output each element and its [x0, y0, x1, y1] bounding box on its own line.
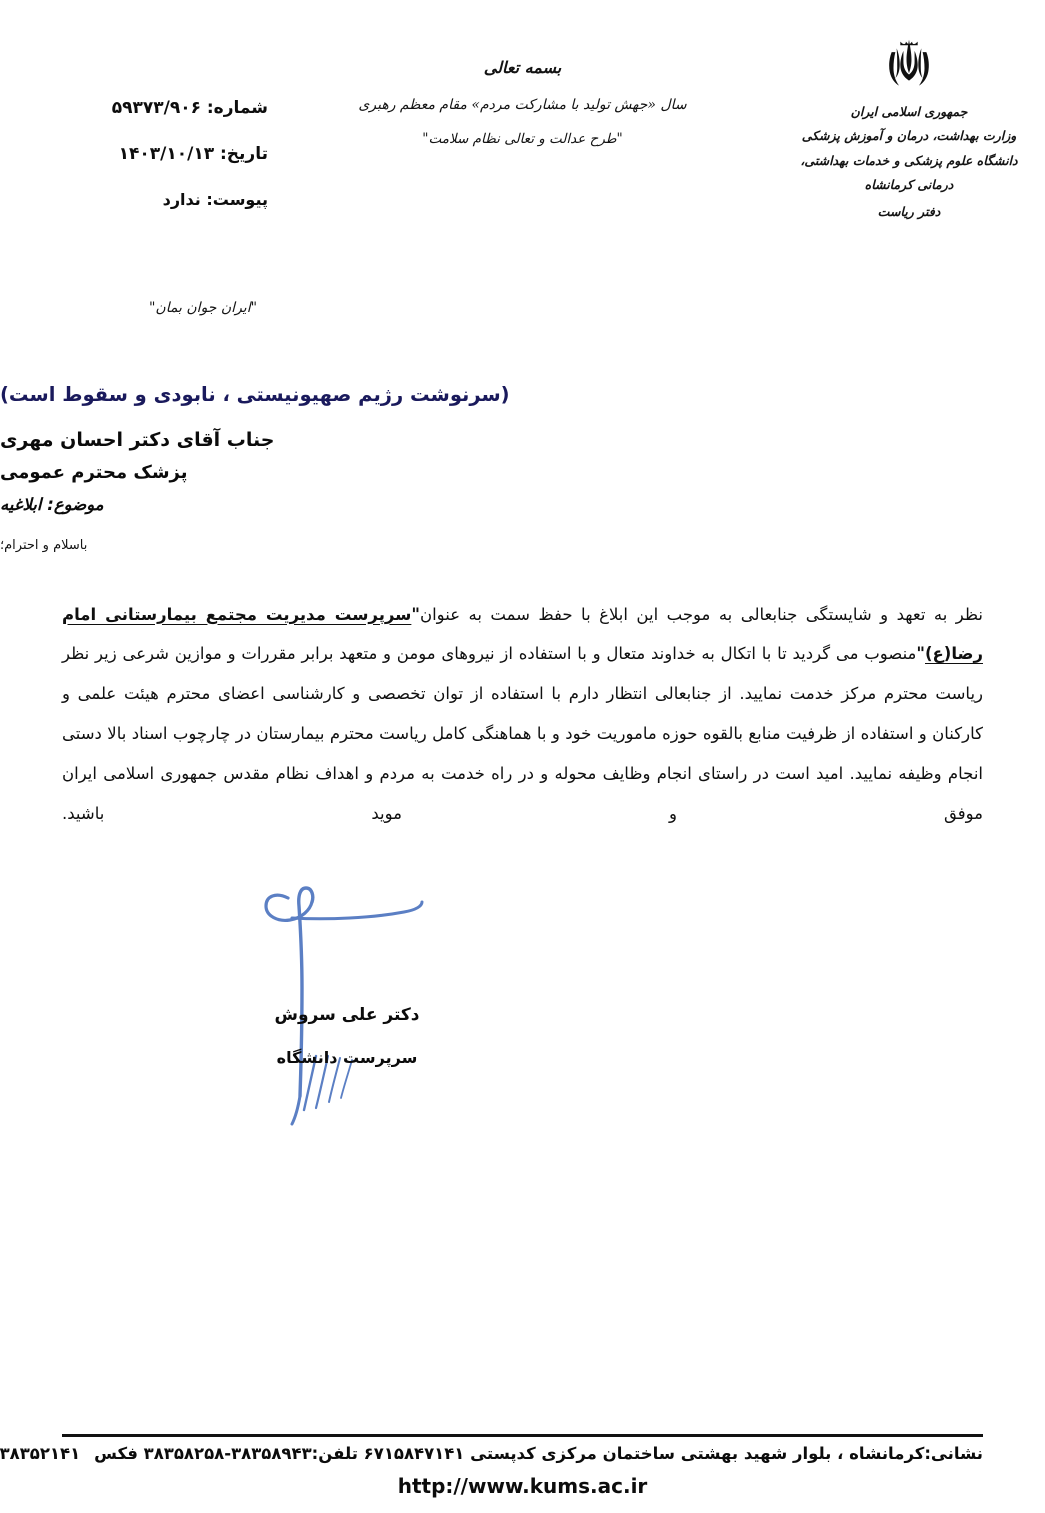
field-number — [0, 98, 268, 118]
handwritten-signature-icon — [232, 860, 472, 1130]
field-date — [0, 144, 268, 164]
footer-contact-line — [0, 1444, 983, 1463]
footer-phone-label: تلفن: — [311, 1444, 358, 1463]
field-date-value: ۱۴۰۳/۱۰/۱۳ — [118, 144, 215, 164]
letter-subject: موضوع: ابلاغیه — [0, 494, 104, 514]
year-slogan-text: سال «جهش تولید با مشارکت مردم» مقام معظم رهبری — [358, 97, 687, 113]
invocation-text: بسمه تعالی — [483, 58, 562, 77]
appointment-title: سرپرست مدیریت مجتمع بیمارستانی امام رضا(ع) — [62, 604, 983, 664]
greeting-text: باسلام و احترام؛ — [0, 538, 88, 553]
addressee-block — [0, 424, 983, 520]
addressee-role: پزشک محترم عمومی — [0, 462, 188, 484]
org-line-university: دانشگاه علوم پزشکی و خدمات بهداشتی، درمانی کرمانشاه — [800, 152, 1018, 193]
letter-body — [62, 595, 983, 835]
addressee-name: جناب آقای دکتر احسان مهری — [0, 429, 275, 451]
field-number-label: شماره: — [206, 98, 268, 118]
headline-text: (سرنوشت رژیم صهیونیستی ، نابودی و سقوط است) — [0, 383, 510, 406]
footer-fax-label: فکس — [94, 1444, 138, 1463]
footer-address-label: نشانی: — [924, 1444, 983, 1463]
quote-close: " — [916, 644, 925, 664]
org-line-ministry: وزارت بهداشت، درمان و آموزش پزشکی — [801, 128, 1017, 144]
footer-address-value: کرمانشاه ، بلوار شهید بهشتی ساختمان مرکزی کدپستی — [470, 1444, 925, 1463]
field-number-value: ۵۹۳۷۳/۹۰۶ — [111, 98, 201, 118]
field-attachment — [0, 190, 268, 209]
footer-postal-code: ۶۷۱۵۸۴۷۱۴۱ — [363, 1444, 465, 1463]
side-slogan-text: "ایران جوان بمان" — [148, 300, 258, 316]
field-date-label: تاریخ: — [220, 144, 268, 164]
signer-name: دکتر علی سروش — [274, 1005, 420, 1025]
footer-fax-value: ۳۸۳۵۲۱۴۱ — [0, 1444, 81, 1463]
signer-title: سرپرست دانشگاه — [276, 1048, 418, 1067]
field-attachment-label: پیوست: — [206, 190, 268, 209]
letterhead-fields-block — [0, 98, 268, 235]
quote-open: " — [411, 604, 420, 624]
org-line-office: دفتر ریاست — [877, 203, 941, 219]
footer-website-url[interactable]: http://www.kums.ac.ir — [397, 1474, 648, 1498]
field-attachment-value: ندارد — [162, 190, 201, 209]
program-slogan-text: "طرح عدالت و تعالی نظام سلامت" — [422, 131, 623, 147]
footer-divider — [62, 1434, 983, 1437]
body-part-2: منصوب می گردید تا با اتکال به خداوند متعال و با استفاده از نیروهای مومن و متعهد برابر مقررات و موازین شرعی زیر نظر ریاست محترم مرکز خدمت نمایید. از جنابعالی انتظار دارم با استفاده از توان تخصصی و کارشناسی اعضای محترم هیئت علمی و کارکنان و استفاده از ظرفیت منابع بالقوه حوزه ماموریت خود و با هماهنگی کامل ریاست محترم بیمارستان در چارچوب اسناد بالا دستی انجام وظیفه نمایید. امید است در راستای انجام وظایف محوله و در راه خدمت به مردم و اهداف نظام مقدس جمهوری اسلامی ایران موفق و موید باشید. — [62, 644, 983, 824]
footer-phone-value: ۳۸۳۵۸۹۴۳-۳۸۳۵۸۲۵۸ — [143, 1444, 312, 1463]
body-part-1: نظر به تعهد و شایستگی جنابعالی به موجب این ابلاغ با حفظ سمت به عنوان — [419, 604, 983, 624]
org-line-country: جمهوری اسلامی ایران — [850, 104, 968, 119]
